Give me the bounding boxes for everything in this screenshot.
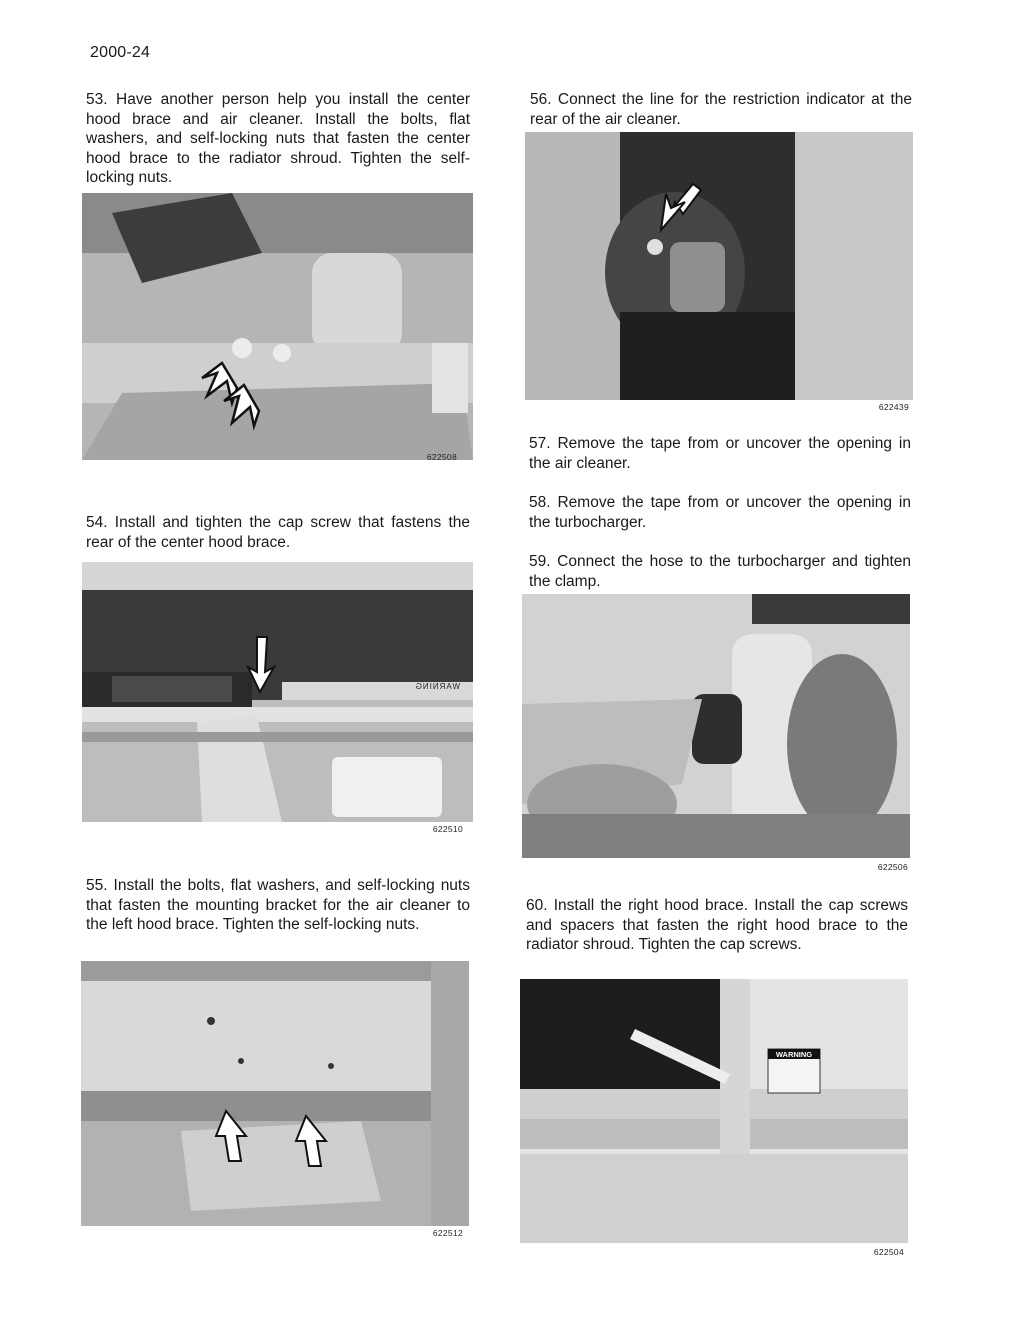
step-56-text: 56. Connect the line for the restriction indicator at the rear of the air cleaner.	[530, 91, 912, 128]
figure-id-622508: 622508	[426, 452, 457, 462]
arrow-up-icon	[81, 961, 469, 1226]
warning-decal-reversed: WARNING	[414, 682, 460, 691]
step-58-text: 58. Remove the tape from or uncover the opening in the turbocharger.	[529, 494, 911, 531]
warning-decal-label: WARNING	[775, 1050, 813, 1059]
step-54-text: 54. Install and tighten the cap screw that fastens the rear of the center hood brace.	[86, 514, 470, 551]
figure-id-622510: 622510	[432, 824, 463, 834]
photo-turbocharger-clamp	[522, 594, 910, 872]
step-55-text: 55. Install the bolts, flat washers, and self-locking nuts that fasten the mounting bracket for the air cleaner to the left hood brace. Tighten the self-locking nuts.	[86, 877, 470, 934]
photo-right-hood-brace	[520, 979, 908, 1257]
step-53-text: 53. Have another person help you install the center hood brace and air cleaner. Install the bolts, flat washers, and self-locking nuts that fasten the center hood brace to the radiator shroud. Tighten the self-locking nuts.	[86, 91, 470, 187]
photo-hood-brace-arrows	[82, 193, 473, 460]
arrow-icon	[82, 193, 473, 460]
step-57-text: 57. Remove the tape from or uncover the opening in the air cleaner.	[529, 435, 911, 472]
page-number: 2000-24	[90, 44, 151, 61]
figure-id-622504: 622504	[873, 1247, 904, 1257]
figure-id-622512: 622512	[432, 1228, 463, 1238]
photo-restriction-indicator	[525, 132, 913, 412]
arrow-icon	[525, 132, 913, 400]
step-60-text: 60. Install the right hood brace. Install the cap screws and spacers that fasten the right hood brace to the radiator shroud. Tighten the cap screws.	[526, 897, 908, 954]
photo-air-cleaner-bracket	[81, 961, 469, 1238]
figure-id-622439: 622439	[878, 402, 909, 412]
step-59-text: 59. Connect the hose to the turbocharger and tighten the clamp.	[529, 553, 911, 590]
figure-id-622506: 622506	[877, 862, 908, 872]
